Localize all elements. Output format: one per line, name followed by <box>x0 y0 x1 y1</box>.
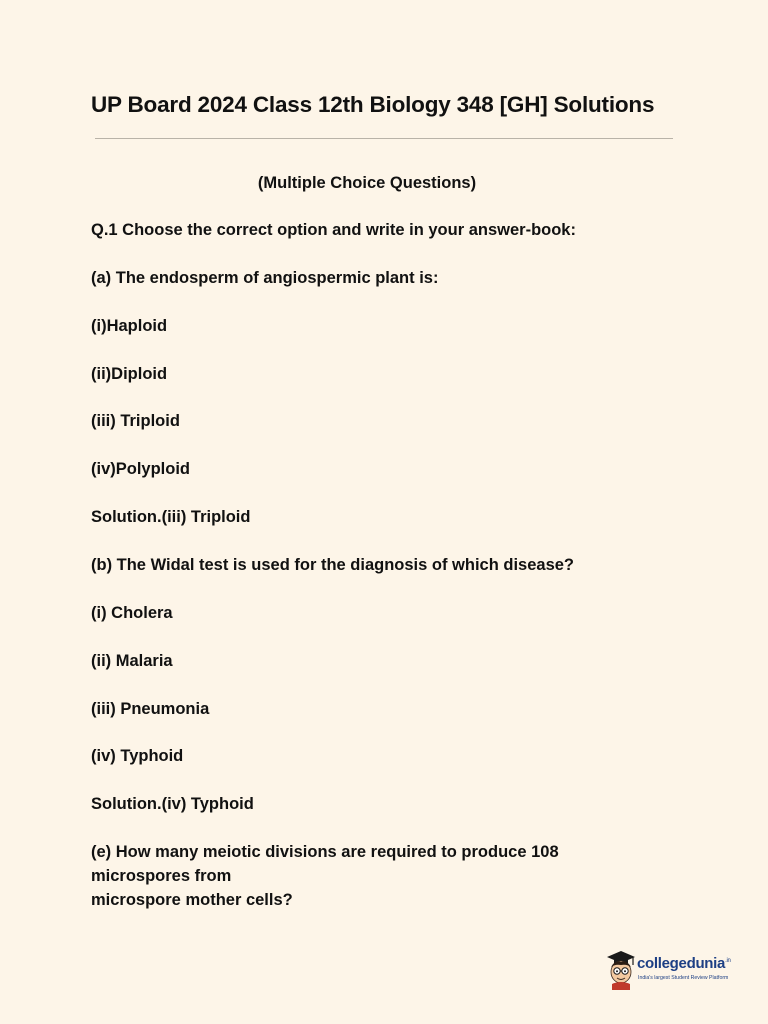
question-intro: Q.1 Choose the correct option and write in your answer-book: <box>91 221 576 239</box>
collegedunia-logo <box>603 948 733 990</box>
question-e-stem-line-2: microspores from <box>91 867 232 885</box>
question-b-option-3: (iii) Pneumonia <box>91 700 210 718</box>
logo-tagline: India's largest Student Review Platform <box>638 975 729 981</box>
logo-wordmark <box>637 955 731 972</box>
logo-name: collegedunia <box>637 955 726 972</box>
question-a-stem: (a) The endosperm of angiospermic plant is: <box>91 269 439 287</box>
question-a-option-2: (ii)Diploid <box>91 365 168 383</box>
question-a-option-1: (i)Haploid <box>91 317 168 335</box>
title-divider <box>95 138 673 139</box>
question-e-stem-line-1: (e) How many meiotic divisions are required to produce 108 <box>91 843 559 861</box>
question-b-option-1: (i) Cholera <box>91 604 173 622</box>
mascot-icon <box>603 948 637 990</box>
section-heading: (Multiple Choice Questions) <box>257 174 477 192</box>
page-title: UP Board 2024 Class 12th Biology 348 [GH] Solutions <box>91 92 655 117</box>
question-b-stem: (b) The Widal test is used for the diagnosis of which disease? <box>91 556 575 574</box>
question-b-solution: Solution.(iv) Typhoid <box>91 795 254 813</box>
question-a-solution: Solution.(iii) Triploid <box>91 508 251 526</box>
question-a-option-4: (iv)Polyploid <box>91 460 190 478</box>
logo-domain-mark: .in <box>725 958 731 964</box>
question-e-stem-line-3: microspore mother cells? <box>91 891 293 909</box>
question-b-option-2: (ii) Malaria <box>91 652 173 670</box>
question-a-option-3: (iii) Triploid <box>91 412 180 430</box>
question-b-option-4: (iv) Typhoid <box>91 747 184 765</box>
